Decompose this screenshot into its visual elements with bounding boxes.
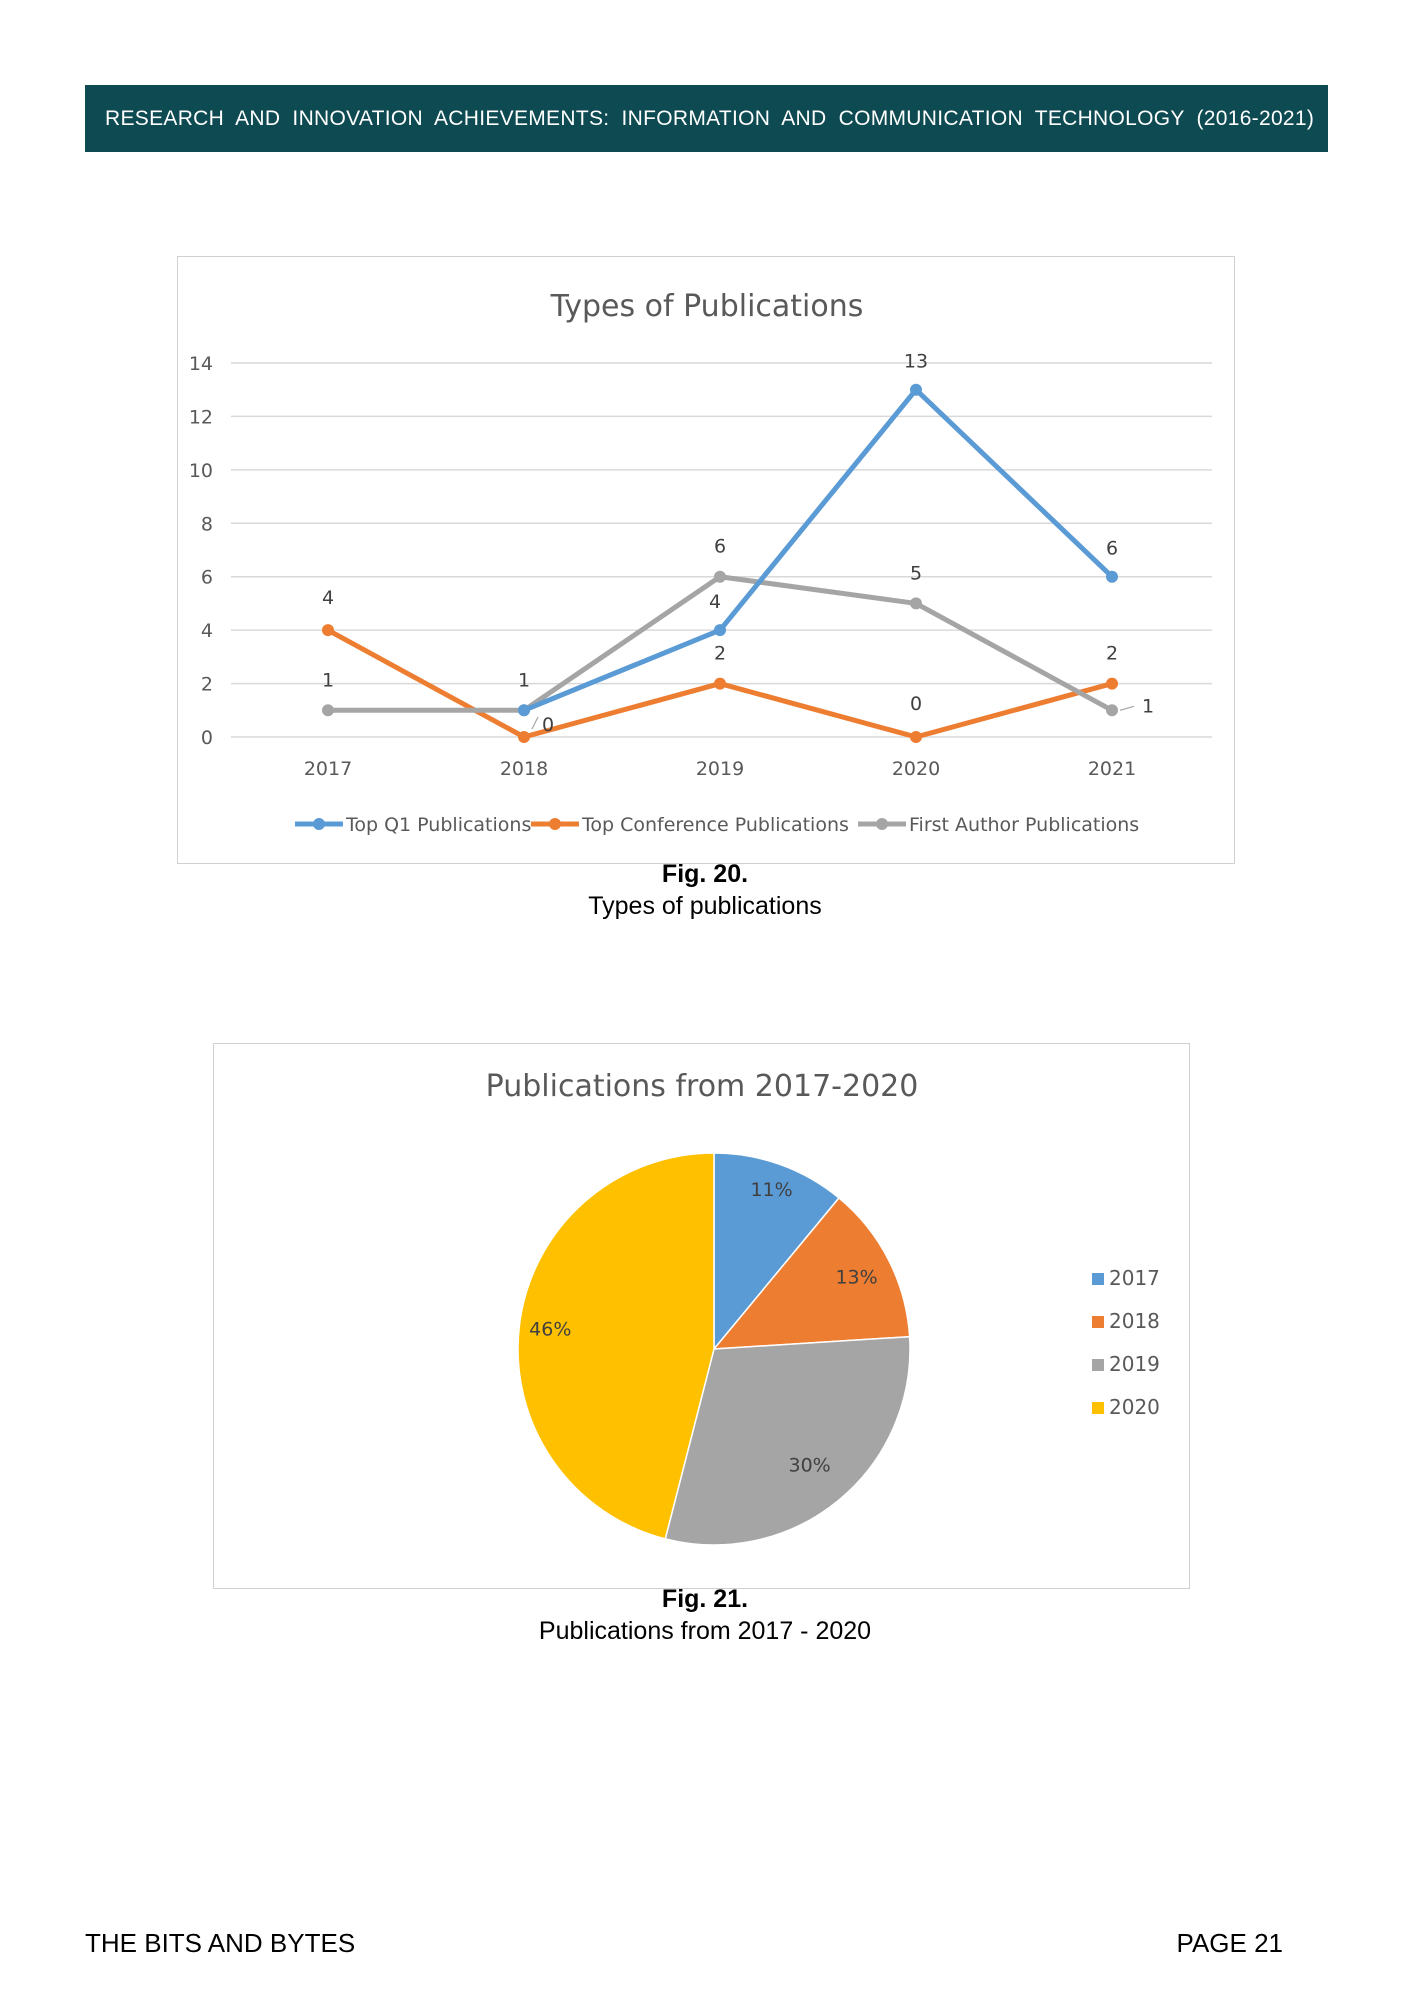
figure-21-number: Fig. 21. <box>661 1585 749 1613</box>
label-leader-line <box>532 717 538 729</box>
pie-chart-title: Publications from 2017-2020 <box>485 1069 919 1104</box>
pie-slice-label: 11% <box>750 1179 793 1202</box>
legend-swatch <box>1092 1273 1104 1285</box>
data-point <box>714 678 726 690</box>
data-label: 0 <box>909 693 923 715</box>
data-label: 4 <box>708 591 722 614</box>
publications-pie-chart <box>214 1044 1191 1590</box>
pie-chart-frame <box>213 1043 1190 1589</box>
pie-slice-label: 46% <box>529 1318 572 1341</box>
data-label: 13 <box>903 350 929 373</box>
legend-entry: First Author Publications <box>909 814 1140 836</box>
data-label: 4 <box>321 587 335 610</box>
types-of-publications-chart <box>178 257 1236 865</box>
x-tick-label: 2020 <box>891 758 941 780</box>
figure-21-text: Publications from 2017 - 2020 <box>538 1617 872 1645</box>
page-header <box>85 85 1328 152</box>
data-point <box>1106 704 1118 716</box>
data-point <box>1106 678 1118 690</box>
data-label: 1 <box>321 669 335 692</box>
y-tick-label: 2 <box>200 673 213 696</box>
pie-slice-label: 13% <box>835 1266 878 1289</box>
label-leader-line <box>1120 706 1134 710</box>
x-tick-label: 2018 <box>499 758 549 780</box>
y-tick-label: 8 <box>200 513 213 536</box>
legend-entry: 2018 <box>1109 1309 1160 1333</box>
legend-swatch <box>1092 1359 1104 1371</box>
y-tick-label: 10 <box>188 459 213 482</box>
x-tick-label: 2017 <box>303 758 353 780</box>
x-tick-label: 2021 <box>1087 758 1137 780</box>
data-point <box>518 731 530 743</box>
footer-page-number: PAGE 21 <box>1176 1928 1283 1958</box>
legend-entry: 2019 <box>1109 1352 1160 1376</box>
legend-entry: Top Q1 Publications <box>346 814 532 836</box>
figure-20-caption <box>500 860 910 921</box>
x-tick-label: 2019 <box>695 758 745 780</box>
data-label: 0 <box>541 714 555 736</box>
data-label: 6 <box>713 535 727 558</box>
legend-swatch <box>1092 1316 1104 1328</box>
data-label: 1 <box>517 669 531 692</box>
legend-entry: Top Conference Publications <box>582 814 849 836</box>
y-tick-label: 6 <box>200 566 213 589</box>
data-point <box>910 384 922 396</box>
figure-20-number: Fig. 20. <box>661 860 749 888</box>
data-point <box>322 704 334 716</box>
data-point <box>322 624 334 636</box>
header-title: RESEARCH AND INNOVATION ACHIEVEMENTS: INFORMATION AND COMMUNICATION TECHNOLOGY (2016-2021) <box>105 106 1315 130</box>
legend-swatch <box>1092 1402 1104 1414</box>
legend-marker <box>549 818 561 830</box>
y-tick-label: 4 <box>200 620 213 643</box>
data-label: 2 <box>1105 642 1119 665</box>
figure-20-text: Types of publications <box>588 892 822 920</box>
legend-entry: 2017 <box>1109 1266 1160 1290</box>
figure-21-caption <box>480 1585 930 1646</box>
data-label: 1 <box>1141 695 1155 718</box>
data-point <box>518 704 530 716</box>
data-label: 6 <box>1105 537 1119 560</box>
y-tick-label: 0 <box>200 727 213 749</box>
data-label: 2 <box>713 642 727 665</box>
data-point <box>1106 571 1118 583</box>
line-chart-frame <box>177 256 1235 864</box>
pie-slice-label: 30% <box>788 1454 831 1477</box>
data-point <box>714 624 726 636</box>
data-point <box>910 597 922 609</box>
y-tick-label: 12 <box>188 406 213 429</box>
data-point <box>714 571 726 583</box>
data-label: 5 <box>909 562 923 585</box>
legend-entry: 2020 <box>1109 1395 1160 1419</box>
y-tick-label: 14 <box>188 353 213 375</box>
line-chart-title: Types of Publications <box>550 289 864 324</box>
footer-publication-name: THE BITS AND BYTES <box>85 1928 356 1958</box>
legend-marker <box>876 818 888 830</box>
legend-marker <box>313 818 325 830</box>
data-point <box>910 731 922 743</box>
